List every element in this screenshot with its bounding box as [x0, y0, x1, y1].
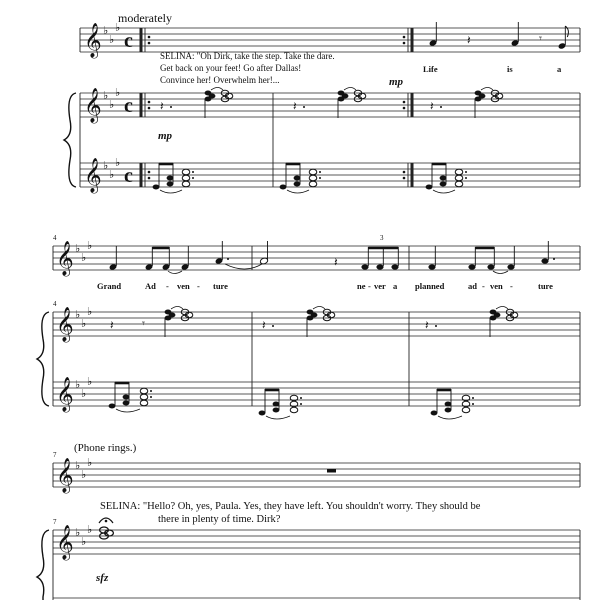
- measure-number: 7: [53, 451, 57, 459]
- stage-direction: (Phone rings.): [74, 442, 137, 454]
- key-signature-flats-icon: [103, 21, 120, 181]
- dialogue-line: SELINA: "Hello? Oh, yes, Paula. Yes, they have left. You shouldn't worry. They should be: [100, 501, 481, 512]
- treble-clef-icon: 𝄞: [56, 458, 74, 493]
- svg-text:♭: ♭: [87, 239, 93, 252]
- svg-text:𝄽: 𝄽: [160, 99, 164, 113]
- treble-clef-icon: 𝄞: [56, 377, 74, 412]
- dialogue-line: SELINA: "Oh Dirk, take the step. Take the dare.: [160, 51, 335, 61]
- svg-text:♭: ♭: [81, 317, 87, 330]
- svg-text:♭: ♭: [87, 456, 93, 469]
- lyric-syllable: is: [507, 64, 513, 74]
- lyric-syllable: ver: [374, 281, 386, 291]
- measure-number: 7: [53, 518, 57, 526]
- svg-text:c: c: [124, 30, 133, 52]
- piano-brace: [37, 312, 49, 406]
- measure-number: 4: [53, 300, 57, 308]
- lyric-syllable: Grand: [97, 281, 122, 291]
- svg-text:♭: ♭: [103, 24, 109, 37]
- voice-notes: [109, 234, 555, 274]
- piano-treble-chords: [110, 307, 518, 338]
- svg-text:♭: ♭: [109, 168, 115, 181]
- svg-text:𝄽: 𝄽: [467, 33, 471, 47]
- dialogue-line: Convince her! Overwhelm her!...: [160, 75, 280, 85]
- lyric-syllable: -: [166, 281, 169, 291]
- svg-text:♭: ♭: [87, 375, 93, 388]
- lyric-syllable: planned: [415, 281, 445, 291]
- svg-text:c: c: [124, 95, 133, 117]
- dynamic-marking: mp: [389, 76, 404, 88]
- lyrics-line: [97, 281, 553, 291]
- lyric-syllable: Ad: [145, 281, 156, 291]
- svg-text:♭: ♭: [115, 86, 121, 99]
- treble-clef-icon: 𝄞: [56, 307, 74, 342]
- tempo-marking: moderately: [118, 11, 172, 25]
- svg-text:♭: ♭: [81, 387, 87, 400]
- system1-piano-treble-staff: [80, 93, 580, 117]
- svg-text:♭: ♭: [109, 33, 115, 46]
- piano-lower-figures: [109, 382, 474, 419]
- system2-voice-staff: [53, 246, 580, 270]
- voice-notes: [429, 22, 569, 50]
- svg-text:𝄽: 𝄽: [293, 99, 297, 113]
- svg-text:𝄽: 𝄽: [334, 255, 338, 269]
- svg-text:♭: ♭: [87, 523, 93, 536]
- lyric-syllable: -: [510, 281, 513, 291]
- key-signature-flats-icon: [75, 523, 92, 548]
- key-signature-flats-icon: [75, 239, 92, 400]
- system1-piano-bass-staff: [80, 163, 580, 187]
- system1-voice-staff: [80, 28, 580, 52]
- svg-text:♭: ♭: [115, 156, 121, 169]
- system3-piano-treble-staff: [53, 530, 580, 554]
- system3-voice-staff: [53, 463, 580, 487]
- svg-text:♭: ♭: [75, 308, 81, 321]
- lyric-syllable: -: [197, 281, 200, 291]
- svg-text:𝄾: 𝄾: [539, 32, 542, 45]
- dialogue-line: Get back on your feet! Go after Dallas!: [160, 63, 302, 73]
- svg-text:♭: ♭: [81, 468, 87, 481]
- lyric-syllable: ne: [357, 281, 366, 291]
- lyric-syllable: -: [368, 281, 371, 291]
- svg-text:♭: ♭: [109, 98, 115, 111]
- lyric-syllable: ad: [468, 281, 477, 291]
- treble-clef-icon: 𝄞: [84, 158, 102, 193]
- piano-lower-figures: [153, 163, 467, 193]
- svg-text:𝄽: 𝄽: [262, 318, 266, 332]
- piano-brace: [37, 530, 49, 600]
- svg-text:♭: ♭: [81, 535, 87, 548]
- lyric-syllable: ture: [213, 281, 228, 291]
- system2-piano-bass-staff: [53, 382, 580, 406]
- whole-rest-icon: [327, 469, 336, 473]
- common-time-icon: [124, 30, 133, 187]
- svg-text:𝄾: 𝄾: [142, 317, 145, 330]
- dialogue-line: there in plenty of time. Dirk?: [158, 514, 281, 525]
- svg-text:♭: ♭: [103, 89, 109, 102]
- dynamic-marking: mp: [158, 130, 173, 142]
- key-signature-flats-icon: [75, 456, 92, 481]
- treble-clef-icon: 𝄞: [56, 525, 74, 560]
- lyric-syllable: ture: [538, 281, 553, 291]
- svg-text:♭: ♭: [75, 459, 81, 472]
- svg-text:♭: ♭: [87, 305, 93, 318]
- svg-text:♭: ♭: [81, 251, 87, 264]
- piano-treble-chords: [160, 88, 503, 119]
- svg-text:𝄽: 𝄽: [110, 318, 114, 332]
- piano-brace: [64, 93, 76, 187]
- lyric-syllable: ven: [490, 281, 503, 291]
- svg-text:𝄽: 𝄽: [430, 99, 434, 113]
- svg-text:♭: ♭: [115, 21, 121, 34]
- lyric-syllable: a: [557, 64, 562, 74]
- triplet-number: 3: [380, 234, 384, 242]
- lyric-syllable: -: [482, 281, 485, 291]
- lyric-syllable: Life: [423, 64, 438, 74]
- treble-clef-icon: 𝄞: [84, 88, 102, 123]
- svg-text:♭: ♭: [75, 526, 81, 539]
- svg-text:c: c: [124, 165, 133, 187]
- treble-clef-icon: 𝄞: [84, 23, 102, 58]
- lyric-syllable: a: [393, 281, 398, 291]
- svg-text:♭: ♭: [75, 378, 81, 391]
- svg-text:♭: ♭: [75, 242, 81, 255]
- measure-number: 4: [53, 234, 57, 242]
- treble-clef-icon: 𝄞: [56, 241, 74, 276]
- dynamic-marking: sfz: [96, 572, 109, 584]
- lyric-syllable: ven: [177, 281, 190, 291]
- svg-text:𝄽: 𝄽: [425, 318, 429, 332]
- svg-text:♭: ♭: [103, 159, 109, 172]
